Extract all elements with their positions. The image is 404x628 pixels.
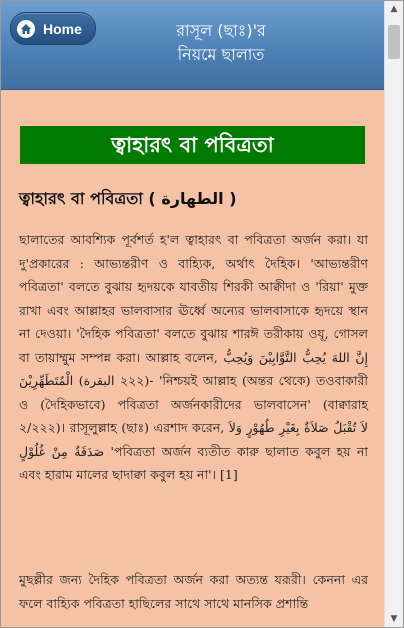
section-subheading: ত্বাহারৎ বা পবিত্রতা ( الطهارة ) (19, 189, 237, 208)
home-button[interactable] (10, 12, 96, 45)
header-bar (1, 1, 384, 90)
paragraph: মুছল্লীর জন্য দৈহিক পবিত্রতা অর্জন করা অত্যন্ত যরূরী। কেননা এর ফলে বাহ্যিক পবিত্রতা হাছিলের সাথে সাথে মানসিক প্রশান্তি (19, 572, 368, 611)
home-icon (17, 20, 35, 38)
paragraph: ছালাতের আবশ্যিক পূর্বশর্ত হ'ল ত্বাহারৎ বা পবিত্রতা অর্জন করা। যা দু'প্রকারের : আভ্যন্তরীণ ও বাহ্যিক, অর্থাৎ দৈহিক। 'আভ্যন্তরীণ পবিত্রতা' বলতে বুঝায় হৃদয়কে যাবতীয় শিরকী আক্বীদা ও 'রিয়া' মুক্ত রাখা এবং আল্লাহর ভালবাসার ঊর্ধ্বে অন্যের ভালবাসাকে হৃদয়ে স্থান না দেওয়া। 'দৈহিক পবিত্রতা' বলতে বুঝায় শারঈ তরীকায় ওযূ, গোসল বা তায়াম্মুম সম্পন্ন করা। আল্লাহ বলেন, إِنَّ اللهَ يُحِبُّ التَّوَّابِيْنَ وَيُحِبُّ الْمُتَطَهِّرِيْنَ (البقرة ২২২)- 'নিশ্চয়ই আল্লাহ (অন্তর থেকে) তওবাকারী ও (দৈহিকভাবে) পবিত্রতা অর্জনকারীদের ভালবাসেন' (বাক্বারাহ ২/২২২)। রাসূলুল্লাহ (ছাঃ) এরশাদ করেন, لاَ تُقْبَلُ صَلاَةٌ بِغَيْرِ طُهُوْرٍ وَلاَ صَدَقَةٌ مِنْ غُلُوْلٍ 'পবিত্রতা অর্জন ব্যতীত কারু ছালাত কবুল হয় না এবং হারাম মালের ছাদাক্বা কবুল হয় না'। [1] (19, 232, 369, 482)
scroll-thumb[interactable] (388, 25, 400, 59)
page-title-line1: রাসূল (ছাঃ)'র (176, 21, 266, 40)
vertical-scrollbar[interactable] (384, 1, 403, 627)
scroll-down-arrow-icon[interactable]: ▼ (390, 614, 398, 624)
page-title-line2: নিয়মে ছালাত (177, 45, 265, 64)
page-title (121, 19, 321, 67)
home-button-label: Home (43, 20, 82, 37)
section-banner: ত্বাহারৎ বা পবিত্রতা (20, 126, 365, 164)
content-area (1, 90, 384, 628)
scroll-up-arrow-icon[interactable]: ▲ (390, 4, 398, 14)
